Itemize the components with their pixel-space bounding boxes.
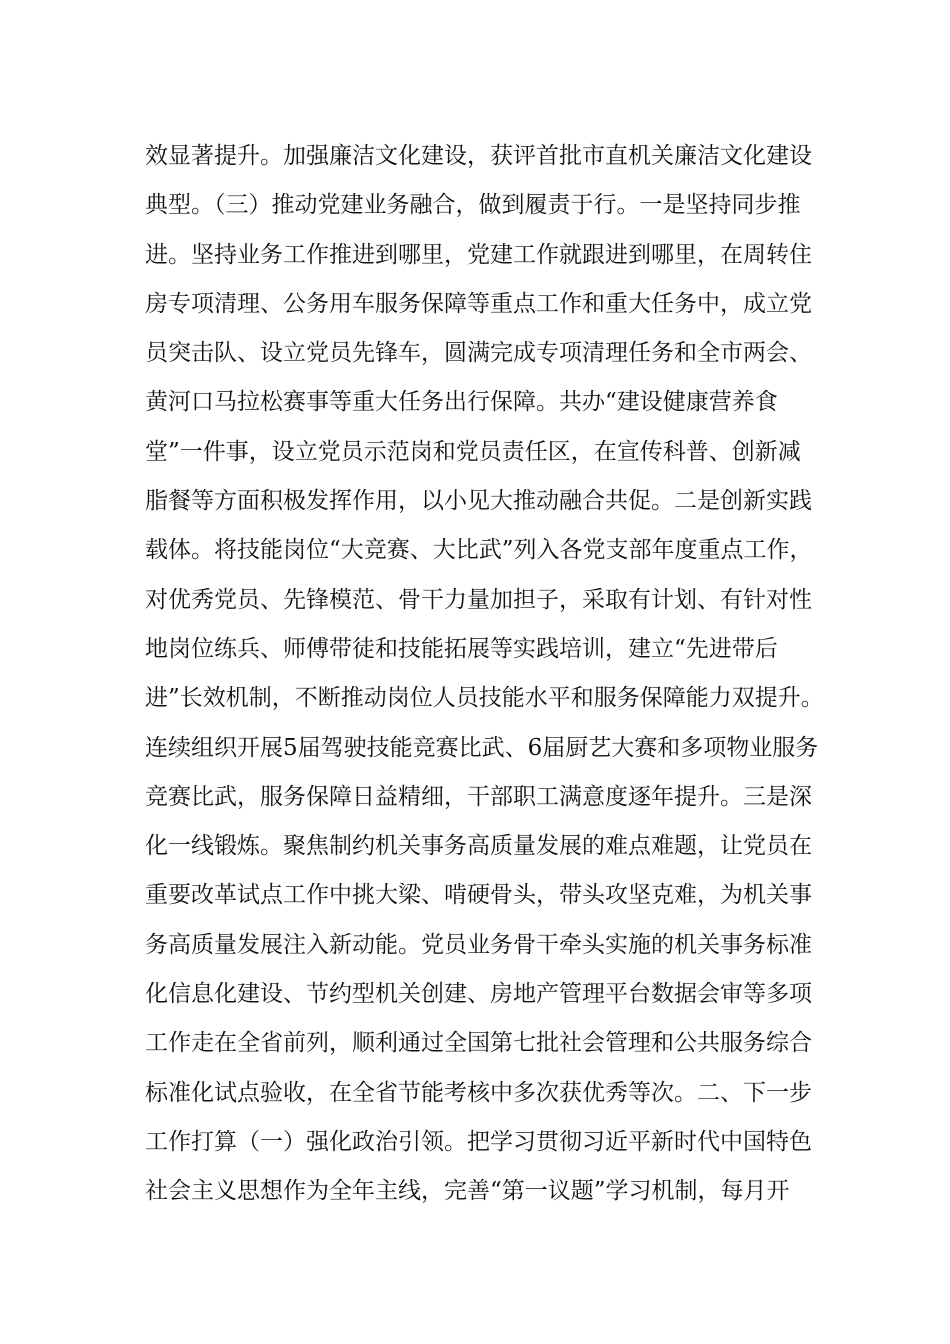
text-line: 效显著提升。加强廉洁文化建设，获评首批市直机关廉洁文化建设 [145, 143, 812, 169]
text-line: 房专项清理、公务用车服务保障等重点工作和重大任务中，成立党 [145, 290, 812, 317]
text-line: 工作走在全省前列，顺利通过全国第七批社会管理和公共服务综合 [145, 1030, 812, 1057]
text-line: 务高质量发展注入新动能。党员业务骨干牵头实施的机关事务标准 [145, 931, 812, 958]
text-line: 化信息化建设、节约型机关创建、房地产管理平台数据会审等多项 [145, 981, 812, 1008]
text-line: 员突击队、设立党员先锋车，圆满完成专项清理任务和全市两会、 [145, 340, 812, 367]
text-line: 脂餐等方面积极发挥作用，以小见大推动融合共促。二是创新实践 [145, 488, 812, 515]
text-line: 进。坚持业务工作推进到哪里，党建工作就跟进到哪里，在周转住 [145, 241, 812, 268]
text-line: 工作打算（一）强化政治引领。把学习贯彻习近平新时代中国特色 [145, 1128, 812, 1155]
text-line: 地岗位练兵、师傅带徒和技能拓展等实践培训，建立“先进带后 [145, 635, 778, 662]
text-line: 对优秀党员、先锋模范、骨干力量加担子，采取有计划、有针对性 [145, 586, 812, 613]
text-line: 黄河口马拉松赛事等重大任务出行保障。共办“建设健康营养食 [145, 389, 778, 416]
text-line: 载体。将技能岗位“大竞赛、大比武”列入各党支部年度重点工作， [145, 537, 813, 564]
text-line: 社会主义思想作为全年主线，完善“第一议题”学习机制，每月开 [145, 1178, 790, 1205]
text-line: 化一线锻炼。聚焦制约机关事务高质量发展的难点难题，让党员在 [145, 833, 812, 860]
body-text [145, 132, 825, 1217]
text-line: 重要改革试点工作中挑大梁、啃硬骨头，带头攻坚克难，为机关事 [145, 882, 812, 909]
text-line: 标准化试点验收，在全省节能考核中多次获优秀等次。二、下一步 [145, 1079, 812, 1106]
text-line: 连续组织开展5届驾驶技能竞赛比武、6届厨艺大赛和多项物业服务 [145, 734, 819, 761]
text-line: 竞赛比武，服务保障日益精细，干部职工满意度逐年提升。三是深 [145, 783, 812, 810]
text-line: 典型。（三）推动党建业务融合，做到履责于行。一是坚持同步推 [145, 192, 801, 219]
text-line: 堂”一件事，设立党员示范岗和党员责任区，在宣传科普、创新减 [145, 438, 801, 465]
text-line: 进”长效机制，不断推动岗位人员技能水平和服务保障能力双提升。 [145, 685, 824, 712]
